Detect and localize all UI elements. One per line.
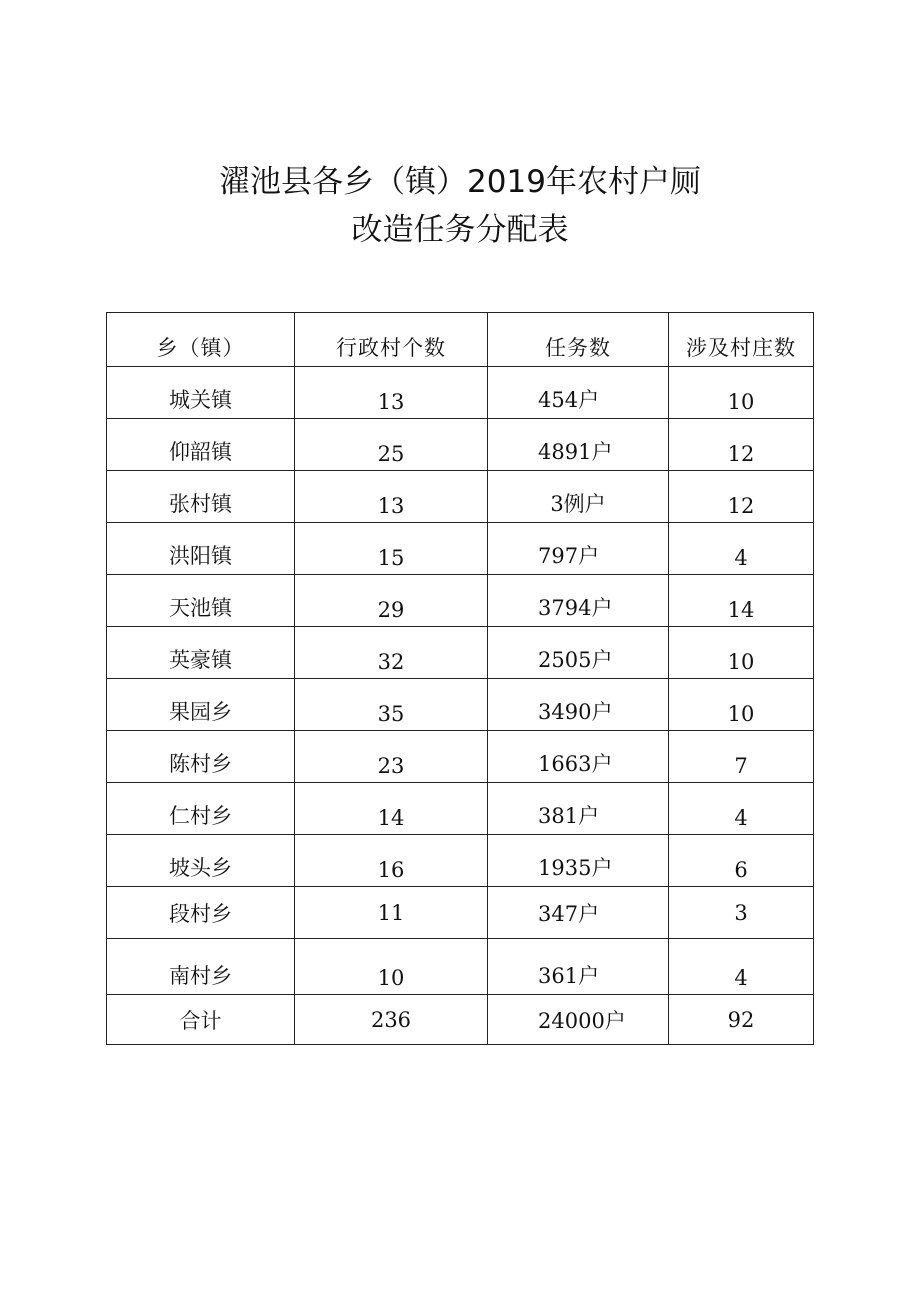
table-row — [107, 367, 814, 419]
table-row — [107, 471, 814, 523]
cell-tasks: 381户 — [488, 783, 669, 835]
cell-tasks: 3490户 — [488, 679, 669, 731]
cell-tasks: 1663户 — [488, 731, 669, 783]
cell-involved: 3 — [669, 887, 814, 939]
total-villages: 236 — [295, 995, 488, 1045]
cell-town: 南村乡 — [107, 939, 295, 995]
cell-villages: 15 — [295, 523, 488, 575]
document-title — [0, 158, 920, 254]
allocation-table — [106, 312, 814, 1045]
cell-town: 陈村乡 — [107, 731, 295, 783]
cell-tasks: 4891户 — [488, 419, 669, 471]
cell-tasks: 361户 — [488, 939, 669, 995]
cell-tasks: 454户 — [488, 367, 669, 419]
cell-involved: 4 — [669, 939, 814, 995]
cell-villages: 35 — [295, 679, 488, 731]
header-town: 乡（镇） — [107, 313, 295, 367]
cell-villages: 29 — [295, 575, 488, 627]
cell-involved: 7 — [669, 731, 814, 783]
cell-involved: 10 — [669, 679, 814, 731]
header-involved: 涉及村庄数 — [669, 313, 814, 367]
cell-town: 张村镇 — [107, 471, 295, 523]
cell-involved: 10 — [669, 367, 814, 419]
cell-villages: 11 — [295, 887, 488, 939]
cell-involved: 12 — [669, 419, 814, 471]
cell-involved: 4 — [669, 783, 814, 835]
header-tasks: 任务数 — [488, 313, 669, 367]
cell-villages: 13 — [295, 471, 488, 523]
cell-town: 坡头乡 — [107, 835, 295, 887]
cell-villages: 14 — [295, 783, 488, 835]
cell-tasks: 1935户 — [488, 835, 669, 887]
cell-tasks: 3794户 — [488, 575, 669, 627]
table-row — [107, 731, 814, 783]
cell-involved: 10 — [669, 627, 814, 679]
cell-tasks: 347户 — [488, 887, 669, 939]
total-tasks: 24000户 — [488, 995, 669, 1045]
title-line-1: 濯池县各乡（镇）2019年农村户厕 — [219, 164, 701, 200]
cell-villages: 13 — [295, 367, 488, 419]
cell-town: 果园乡 — [107, 679, 295, 731]
cell-villages: 32 — [295, 627, 488, 679]
cell-villages: 10 — [295, 939, 488, 995]
table-row — [107, 887, 814, 939]
cell-involved: 4 — [669, 523, 814, 575]
cell-town: 仰韶镇 — [107, 419, 295, 471]
cell-town: 洪阳镇 — [107, 523, 295, 575]
table-row — [107, 783, 814, 835]
table-row — [107, 575, 814, 627]
cell-tasks: 3例户 — [488, 471, 669, 523]
title-line-2: 改造任务分配表 — [351, 212, 569, 248]
cell-town: 天池镇 — [107, 575, 295, 627]
cell-villages: 16 — [295, 835, 488, 887]
table-header-row — [107, 313, 814, 367]
table-total-row — [107, 995, 814, 1045]
cell-villages: 25 — [295, 419, 488, 471]
cell-town: 英豪镇 — [107, 627, 295, 679]
table-row — [107, 627, 814, 679]
cell-involved: 14 — [669, 575, 814, 627]
table-row — [107, 939, 814, 995]
cell-villages: 23 — [295, 731, 488, 783]
cell-town: 段村乡 — [107, 887, 295, 939]
total-label: 合计 — [107, 995, 295, 1045]
table-row — [107, 835, 814, 887]
cell-tasks: 2505户 — [488, 627, 669, 679]
cell-town: 城关镇 — [107, 367, 295, 419]
total-involved: 92 — [669, 995, 814, 1045]
cell-involved: 6 — [669, 835, 814, 887]
table-row — [107, 679, 814, 731]
cell-involved: 12 — [669, 471, 814, 523]
header-villages: 行政村个数 — [295, 313, 488, 367]
cell-tasks: 797户 — [488, 523, 669, 575]
table-row — [107, 419, 814, 471]
table-row — [107, 523, 814, 575]
cell-town: 仁村乡 — [107, 783, 295, 835]
